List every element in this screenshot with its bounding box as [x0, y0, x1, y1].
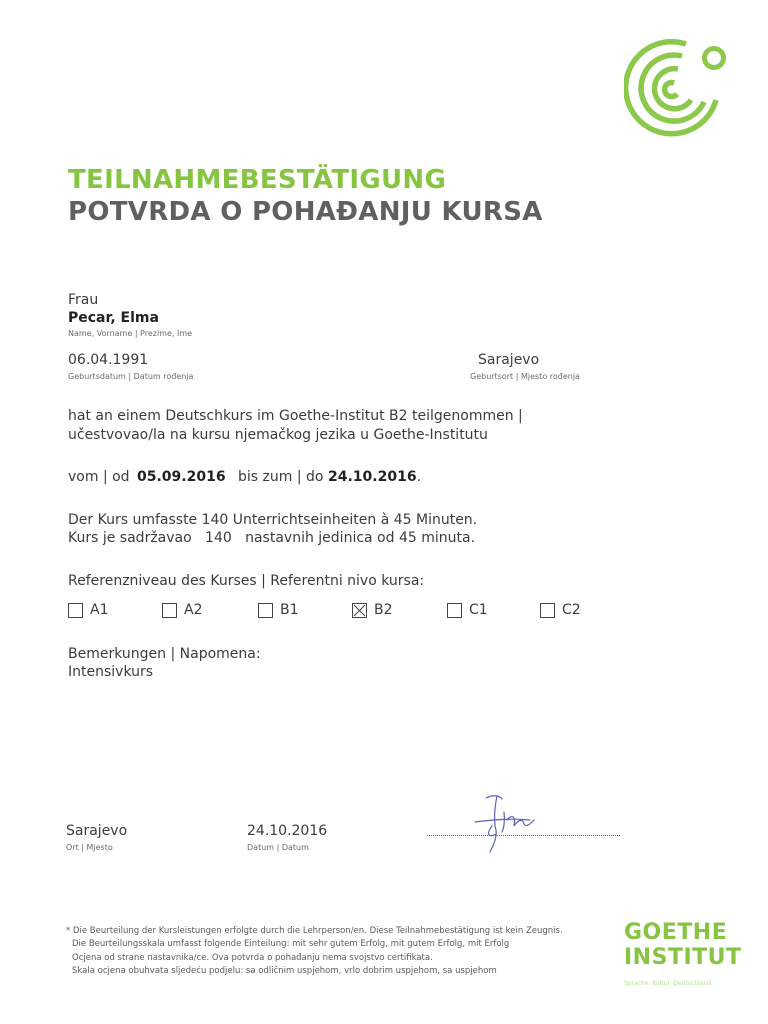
to-label: bis zum | do — [238, 469, 324, 485]
brand-tagline: Sprache. Kultur. Deutschland. — [624, 980, 713, 987]
footnote-line-3: Ocjena od strane nastavnika/ce. Ova potvrda o pohađanju nema svojstvo certifikata. — [72, 953, 433, 963]
checkbox-b1[interactable] — [258, 603, 273, 618]
checkbox-c2-label: C2 — [562, 602, 581, 618]
participant-name: Pecar, Elma — [68, 310, 159, 326]
to-date-line — [328, 469, 421, 485]
footnote-line-2: Die Beurteilungsskala umfasst folgende Einteilung: mit sehr gutem Erfolg, mit gutem Erfolg, mit Erfolg — [72, 939, 510, 949]
from-label: vom | od — [68, 469, 130, 485]
checkbox-a2-label: A2 — [184, 602, 203, 618]
from-date: 05.09.2016 — [137, 469, 226, 485]
birth-date: 06.04.1991 — [68, 352, 149, 368]
birth-date-caption: Geburtsdatum | Datum rođenja — [68, 372, 194, 381]
signature-place: Sarajevo — [66, 823, 128, 839]
remarks-label: Bemerkungen | Napomena: — [68, 646, 261, 662]
checkmark-x-icon — [353, 604, 366, 617]
checkbox-a2[interactable] — [162, 603, 177, 618]
goethe-logo-icon — [624, 38, 734, 138]
checkbox-c1-label: C1 — [469, 602, 488, 618]
name-caption: Name, Vorname | Prezime, Ime — [68, 329, 193, 338]
signature-date: 24.10.2016 — [247, 823, 328, 839]
level-label: Referenzniveau des Kurses | Referentni nivo kursa: — [68, 573, 425, 589]
title-bosnian: POTVRDA O POHAĐANJU KURSA — [68, 197, 543, 227]
checkbox-b1-label: B1 — [280, 602, 299, 618]
goethe-wordmark-line-2: INSTITUT — [624, 945, 742, 970]
units-bosnian: Kurs je sadržavao 140 nastavnih jedinica od 45 minuta. — [68, 530, 476, 546]
to-date-suffix: . — [416, 469, 422, 485]
checkbox-a1-label: A1 — [90, 602, 109, 618]
goethe-wordmark-line-1: GOETHE — [624, 920, 728, 945]
signature-icon — [450, 790, 560, 856]
birth-place-caption: Geburtsort | Mjesto rođenja — [470, 372, 580, 381]
title-german: TEILNAHMEBESTÄTIGUNG — [68, 165, 447, 195]
checkbox-b2[interactable] — [352, 603, 367, 618]
checkbox-a1[interactable] — [68, 603, 83, 618]
to-date: 24.10.2016 — [328, 469, 417, 485]
course-statement-german: hat an einem Deutschkurs im Goethe-Institut B2 teilgenommen | — [68, 408, 523, 424]
signature-place-caption: Ort | Mjesto — [66, 843, 113, 852]
remarks-value: Intensivkurs — [68, 664, 154, 680]
course-statement-bosnian: učestvovao/la na kursu njemačkog jezika u Goethe-Institutu — [68, 427, 488, 443]
salutation: Frau — [68, 292, 99, 308]
birth-place: Sarajevo — [478, 352, 540, 368]
goethe-wordmark — [624, 920, 742, 970]
checkbox-c2[interactable] — [540, 603, 555, 618]
units-german: Der Kurs umfasste 140 Unterrichtseinheiten à 45 Minuten. — [68, 512, 478, 528]
signature-date-caption: Datum | Datum — [247, 843, 309, 852]
footnote-line-1: * Die Beurteilung der Kursleistungen erfolgte durch die Lehrperson/en. Diese Teilnahmebestätigung ist kein Zeugnis. — [66, 926, 563, 936]
checkbox-c1[interactable] — [447, 603, 462, 618]
checkbox-b2-label: B2 — [374, 602, 393, 618]
footnote-line-4: Skala ocjena obuhvata sljedeću podjelu: sa odličnim uspjehom, vrlo dobrim uspjehom, sa uspjehom — [72, 966, 497, 976]
